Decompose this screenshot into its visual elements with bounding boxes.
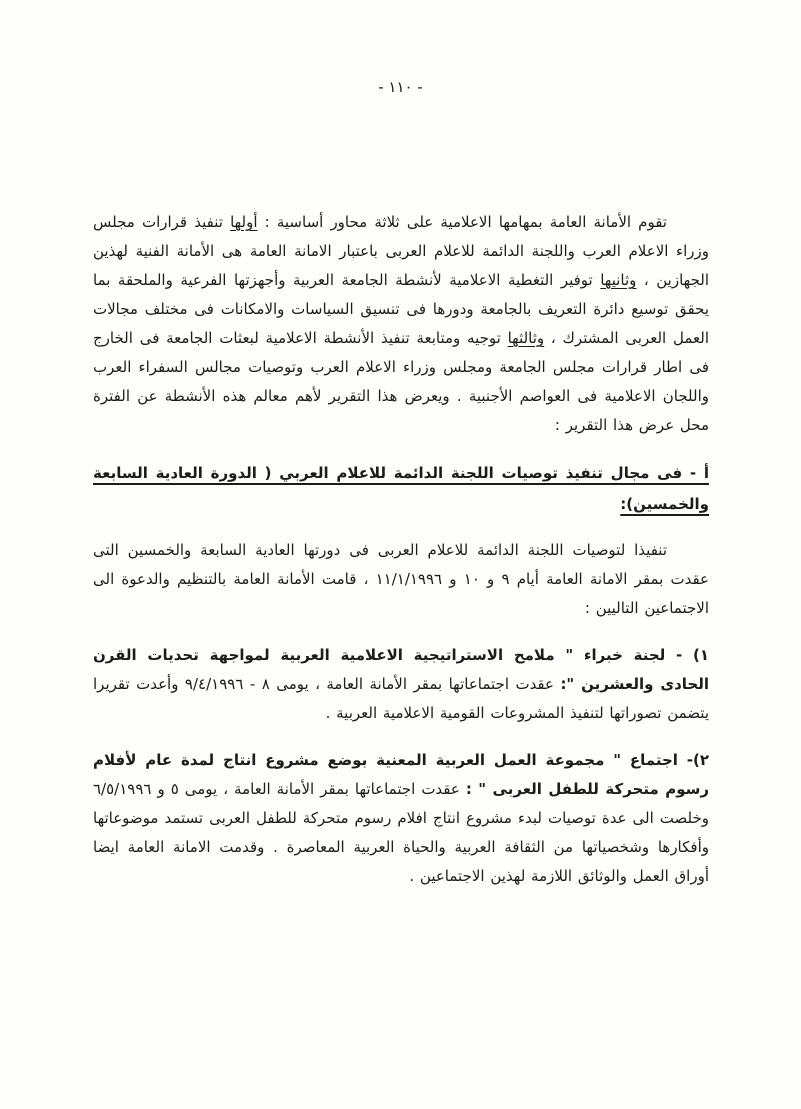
intro-paragraph — [93, 208, 709, 440]
text-run-underlined-third: وثالثها — [507, 329, 545, 347]
document-content — [93, 208, 709, 909]
text-run: توجيه ومتابعة تنفيذ الأنشطة الاعلامية لبعثات الجامعة فى الخارج فى اطار قرارات مجلس الجامعة ومجلس وزراء الاعلام العرب وتوصيات مجالس السفراء العرب واللجان الاعلامية فى العواصم الأجنبية . ويعرض هذا التقرير لأهم معالم هذه الأنشطة عن الفترة محل عرض هذا التقرير : — [93, 329, 709, 434]
list-item-1-body: عقدت اجتماعاتها بمقر الأمانة العامة ، يومى ٨ - ٩/٤/١٩٩٦ وأعدت تقريرا يتضمن تصوراتها لتنفيذ المشروعات القومية الاعلامية العربية . — [93, 675, 709, 722]
text-run-underlined-first: أولها — [230, 213, 258, 231]
list-item-1-lead: ١) - لجنة خبراء " ملامح الاستراتيجية الاعلامية العربية لمواجهة تحديات القرن الحادى والعشرين ": — [93, 646, 710, 693]
implementation-paragraph: تنفيذا لتوصيات اللجنة الدائمة للاعلام العربى فى دورتها العادية السابعة والخمسين التى عقدت بمقر الامانة العامة أيام ٩ و ١٠ و ١١/١/١٩٩٦ ، قامت الأمانة العامة بالتنظيم والدعوة الى الاجتماعين التاليين : — [93, 541, 710, 617]
list-item-1 — [93, 641, 709, 728]
section-a-heading: أ - فى مجال تنفيذ توصيات اللجنة الدائمة للاعلام العربي ( الدورة العادية السابعة والخمسين): — [93, 464, 709, 513]
list-item-2-body: عقدت اجتماعاتها بمقر الأمانة العامة ، يومى ٥ و ٦/٥/١٩٩٦ وخلصت الى عدة توصيات لبدء مشروع انتاج افلام رسوم متحركة للطفل العربى تستمد موضوعاتها وأفكارها وشخصياتها من الثقافة العربية والحياة العربية المعاصرة . وقدمت الامانة العامة ايضا أوراق العمل والوثائق اللازمة لهذين الاجتماعين . — [93, 780, 709, 885]
text-run-underlined-second: وثانيها — [600, 271, 637, 289]
list-item-2 — [93, 746, 709, 891]
text-run: تقوم الأمانة العامة بمهامها الاعلامية على ثلاثة محاور أساسية : — [257, 213, 667, 231]
text-run: تنفيذ قرارات مجلس وزراء الاعلام العرب واللجنة الدائمة للاعلام العربى باعتبار الامانة العامة هى الأمانة الفنية لهذين الجهازين ، — [93, 213, 709, 289]
text-run: توفير التغطية الاعلامية لأنشطة الجامعة العربية وأجهزتها الفرعية والملحقة بما يحقق توسيع دائرة التعريف بالجامعة ودورها فى تنسيق السياسات والامكانات فى مختلف مجالات العمل العربى المشترك ، — [93, 271, 709, 347]
list-item-2-lead: ٢)- اجتماع " مجموعة العمل العربية المعنية بوضع مشروع انتاج لمدة عام لأفلام رسوم متحركة للطفل العربى " : — [93, 751, 710, 798]
page-number: - ١١٠ - — [378, 78, 423, 96]
